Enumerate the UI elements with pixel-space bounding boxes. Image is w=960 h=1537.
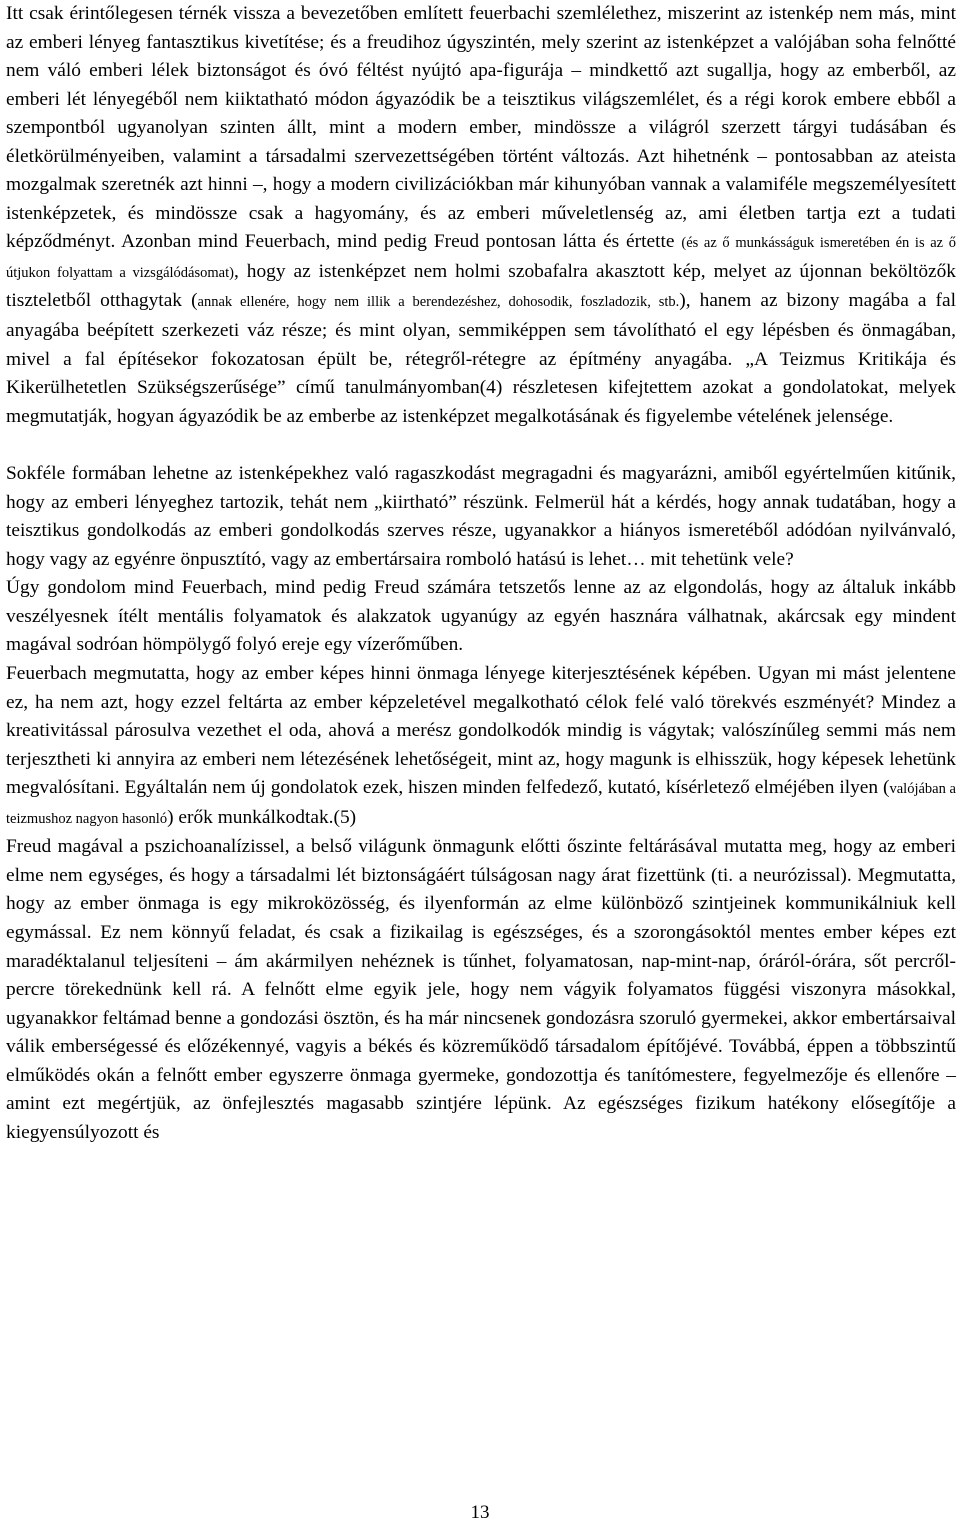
paragraph-1-text-b: , hogy az istenképzet nem holmi szobafalra akasztott kép, melyet az újonnan beköltözők tiszteletből otthagytak ( — [6, 260, 957, 312]
body-text — [6, 0, 956, 1147]
paragraph-5: Freud magával a pszichoanalízissel, a belső világunk önmagunk előtti őszinte feltárásával mutatta meg, hogy az emberi elme nem egységes, és hogy a társadalmi lét biztonságáért túlságosan nagy árat fizettünk (ti. a neurózissal). Megmutatta, hogy az ember önmaga is egy mikroközösség, és ilyenformán az elme különböző szintjeinek kommunikálniuk kell egymással. Ez nem könnyű feladat, és csak a fizikailag is egészséges, és a szorongásoktól mentes ember képes ezt maradéktalanul teljesíteni – ám akármilyen nehéznek is tűnhet, folyamatosan, nap-mint-nap, óráról-órára, sőt percről-percre törekednünk kell rá. A felnőtt elme egyik jele, hogy nem vágyik folyamatos függési viszonyra másokkal, ugyanakkor feltámad benne a gondozási ösztön, és ha már nincsenek gondozásra szoruló gyermekei, akkor embertársaival válik emberségessé és előzékennyé, vagyis a békés és közreműködő társadalom építőjévé. Továbbá, éppen a többszintű elműködés okán a felnőtt ember egyszerre önmaga gyermeke, gondozottja és tanítómestere, fegyelmezője és ellenőre – amint ezt megértjük, az önfejlesztés magasabb szintjére lépünk. Az egészséges fizikum hatékony elősegítője a kiegyensúlyozott és — [6, 836, 956, 1143]
paragraph-4-text-a: Feuerbach megmutatta, hogy az ember képes hinni önmaga lényege kiterjesztésének képében. Ugyan mi mást jelentene ez, ha nem azt, hogy ezzel feltárta az ember képzeletével megalkotható célok felé való törekvés eszményét? Mindez a kreativitással párosulva vezethet el oda, ahová a merész gondolkodók mindig is vágytak; valószínűleg semmi más nem terjesztheti ki annyira az emberi nem létezésének lehetőségeit, mint az, hogy magunk is elhisszük, hogy képesek lehetünk megvalósítani. Egyáltalán nem új gondolatok ezek, hiszen minden felfedező, kutató, kísérletező elméjében ilyen ( — [6, 663, 956, 799]
paragraph-1-text-c: ), hanem az bizony magába a fal anyagába beépített szerkezeti váz része; és mint olyan, semmiképpen sem távolítható el egy lépésben és önmagában, mivel a fal építésekor fokozatosan épült be, rétegről-rétegre az építmény anyagába. „A Teizmus Kritikája és Kikerülhetetlen Szükségszerűsége” című tanulmányomban(4) részletesen kifejtettem azokat a gondolatokat, melyek megmutatják, hogyan ágyazódik be az emberbe az istenképzet megalkotásának és figyelembe vételének jelensége. — [6, 290, 956, 427]
paragraph-1 — [6, 0, 956, 431]
paragraph-gap — [6, 431, 956, 460]
paragraph-4-text-b: ) erők munkálkodtak.(5) — [167, 806, 357, 828]
paragraph-1-aside-a: (és az ő munkásságuk ismeretében én is az ő útjukon folyattam a vizsgálódásomat) — [6, 235, 957, 281]
paragraph-4-aside: valójában a teizmushoz nagyon hasonló — [6, 781, 956, 827]
paragraph-3: Úgy gondolom mind Feuerbach, mind pedig Freud számára tetszetős lenne az az elgondolás, hogy az általuk inkább veszélyesnek ítélt mentális folyamatok és alakzatok ugyanúgy az egyén hasznára válhatnak, akárcsak egy mindent magával sodróan hömpölygő folyó ereje egy vízerőműben. — [6, 577, 956, 656]
paragraph-4 — [6, 660, 956, 833]
paragraph-1-aside-b: annak ellenére, hogy nem illik a berendezéshez, dohosodik, foszladozik, stb. — [197, 294, 680, 311]
page-number: 13 — [470, 1502, 490, 1523]
paragraph-2: Sokféle formában lehetne az istenképekhez való ragaszkodást megragadni és magyarázni, amiből egyértelműen kitűnik, hogy az emberi lényeghez tartozik, tehát nem „kiirtható” részünk. Felmerül hát a kérdés, hogy annak tudatában, hogy a teisztikus gondolkodás az emberi gondolkodás szerves része, ugyanakkor a hiányos ismeretéből adódóan nyilvánvaló, hogy vagy az egyénre önpusztító, vagy az embertársaira romboló hatású is lehet… mit tehetünk vele? — [6, 463, 956, 570]
paragraph-1-text-a: Itt csak érintőlegesen térnék vissza a bevezetőben említett feuerbachi szemlélethez, miszerint az istenkép nem más, mint az emberi lényeg fantasztikus kivetítése; és a freudihoz úgyszintén, mely szerint az istenképzet a valójában soha felnőtté nem váló emberi lélek biztonságot és óvó féltést nyújtó apa-figurája – mindkettő azt sugallja, hogy az emberből, az emberi lét lényegéből nem kiiktatható módon ágyazódik be a teisztikus világszemlélet, és a régi korok embere ebből a szempontból ugyanolyan szinten állt, mint a modern ember, mindössze a világról szerzett tárgyi tudásában és életkörülményeiben, valamint a társadalmi szervezettségében történt változás. Azt hihetnénk – pontosabban az ateista mozgalmak szeretnék azt hinni –, hogy a modern civilizációkban már kihunyóban vannak a valamiféle megszemélyesített istenképzetek, és mindössze csak a hagyomány, és az emberi műveletlenség az, ami életben tartja ezt a tudati képződményt. Azonban mind Feuerbach, mind pedig Freud pontosan látta és értette — [6, 3, 956, 253]
